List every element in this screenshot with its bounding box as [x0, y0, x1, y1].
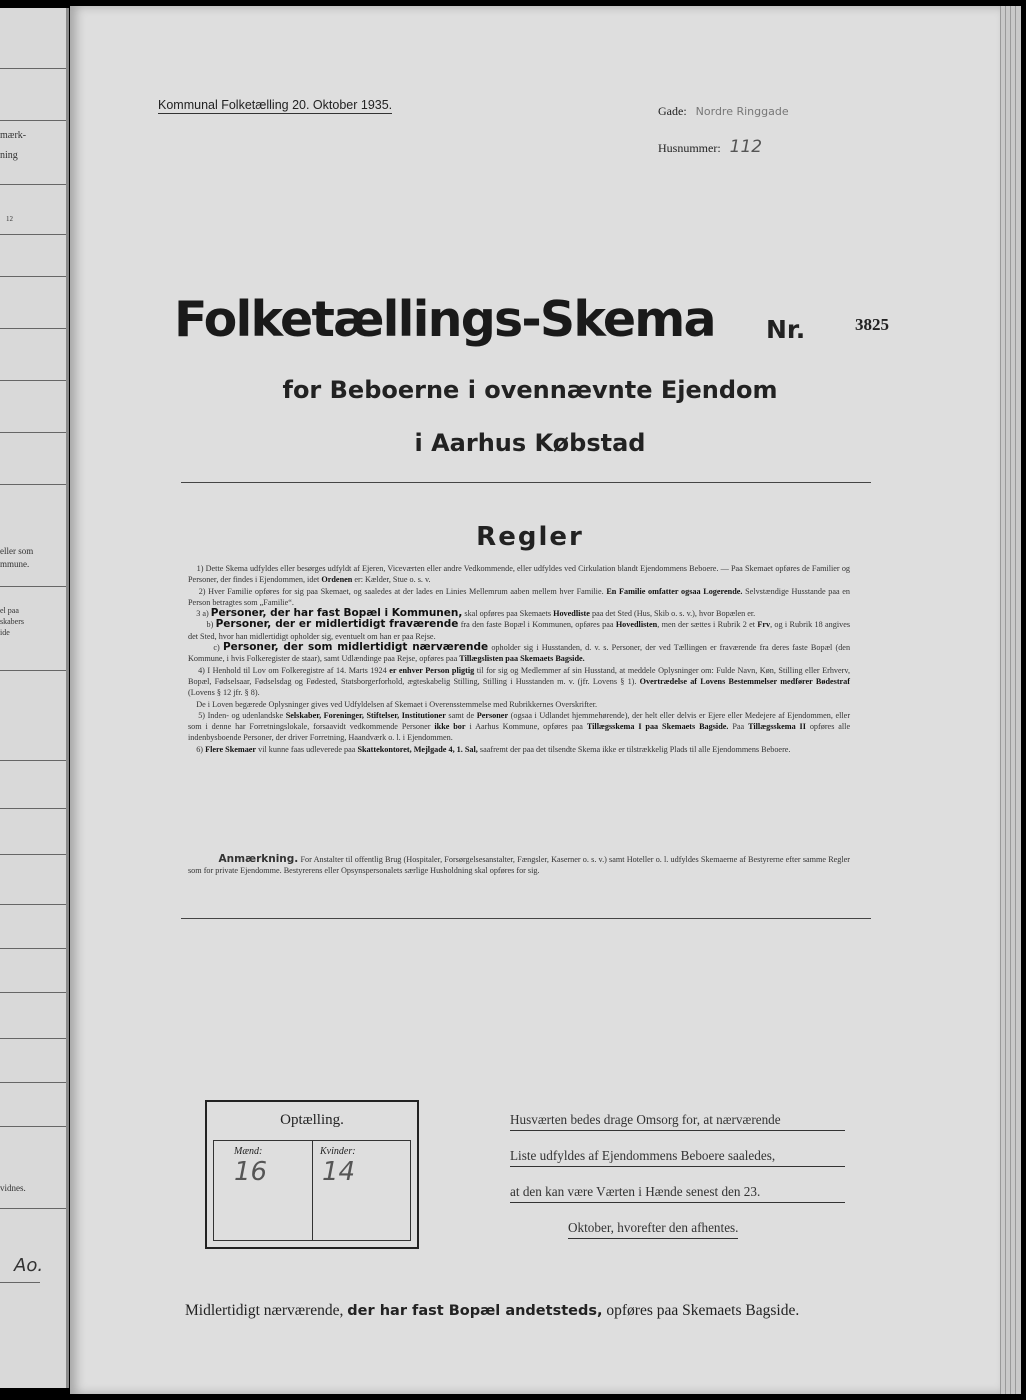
left-text-fragment: el paa — [0, 606, 19, 615]
ruled-line — [0, 760, 66, 761]
rule-3b: b) Personer, der er midlertidigt fraværende fra den faste Bopæl i Kommunen, opføres paa Hovedlisten, men der sættes i Rubrik 2 et Frv, og i Rubrik 18 angives det Sted, hvor han midlertidigt opholder sig, eventuelt om han er paa Rejse. — [188, 618, 851, 641]
rule-3c: c) Personer, der som midlertidigt nærværende opholder sig i Husstanden, d. v. s. Personer, der ved Tællingen er fraværende fra deres faste Bopæl (den Kommune, i hvis Folkeregister de staar), samt Udlændinge paa Rejse, opføres paa Tillægslisten paa Skemaets Bagside. — [188, 641, 851, 664]
form-number-value: 3825 — [855, 315, 889, 334]
ruled-line — [0, 234, 66, 235]
notice-line: Liste udfyldes af Ejendommens Beboere saaledes, — [510, 1146, 845, 1167]
notice-line: at den kan være Værten i Hænde senest den 23. — [510, 1182, 845, 1203]
rule-6: 6) Flere Skemaer vil kunne faas udleverede paa Skattekontoret, Mejlgade 4, 1. Sal, saafremt der paa det tilsendte Skema ikke er tilstrækkelig Plads til alle Ejendommens Beboere. — [196, 744, 791, 754]
ruled-line — [0, 276, 66, 277]
ruled-line — [0, 328, 66, 329]
ruled-line — [0, 586, 66, 587]
rule-3a: 3 a) Personer, der har fast Bopæl i Kommunen, skal opføres paa Skemaets Hovedliste paa det Sted (Hus, Skib o. s. v.), hvor Bopælen er. — [196, 607, 756, 620]
ruled-line — [0, 1038, 66, 1039]
left-text-fragment: 12 — [6, 215, 13, 223]
form-subtitle-1: for Beboerne i ovennævnte Ejendom — [282, 376, 778, 404]
remark-text: For Anstalter til offentlig Brug (Hospitaler, Forsørgelsesanstalter, Fængsler, Kaserner o. s. v.) samt Hoteller o. l. udfyldes Skemaerne af Bestyrerne efter samme Regler som for private Ejendomme. Bestyrerens eller Opsynspersonalets særlige Husholdning skal opføres for sig. — [188, 855, 851, 876]
remark-paragraph — [188, 854, 850, 877]
ruled-line — [0, 854, 66, 855]
divider — [181, 482, 871, 483]
divider — [181, 918, 871, 919]
ruled-line — [0, 948, 66, 949]
street-value: Nordre Ringgade — [695, 105, 789, 118]
form-number-label: Nr. — [766, 315, 806, 344]
ruled-line — [0, 670, 66, 671]
ruled-line — [0, 380, 66, 381]
footer-part-2: der har fast Bopæl andetsteds, — [347, 1303, 603, 1319]
street-label: Gade: — [658, 104, 687, 118]
house-number-label: Husnummer: — [658, 141, 721, 155]
ruled-line — [0, 1082, 66, 1083]
footer-note — [185, 1302, 885, 1320]
page-edge-line — [1010, 6, 1011, 1394]
count-box — [205, 1100, 419, 1249]
ruled-line — [0, 1208, 66, 1209]
ruled-line — [0, 68, 66, 69]
page-edge-line — [1005, 6, 1006, 1394]
page-edge-line — [1015, 6, 1016, 1394]
rule-4: 4) I Henhold til Lov om Folkeregistre af 14. Marts 1924 er enhver Person pligtig til for sig og Medlemmer af sin Husstand, at meddele Oplysninger om: Fulde Navn, Køn, Stilling eller Erhverv, Bopæl, Fødselsaar, Fødselsdag og Fødested, Statsborgerforhold, ægteskabelig Stilling, Stilling i Husstanden m. v. (jfr. Lovens § 1). Overtrædelse af Lovens Bestemmelser medfører Bødestraf (Lovens § 12 jfr. § 8). — [188, 665, 850, 698]
ruled-line — [0, 120, 66, 121]
ruled-line — [0, 992, 66, 993]
ruled-line — [0, 184, 66, 185]
women-value: 14 — [322, 1157, 356, 1187]
rules-heading: Regler — [476, 522, 584, 552]
left-text-fragment: ide — [0, 628, 10, 637]
count-box-divider — [312, 1141, 313, 1240]
rule-2: 2) Hver Familie opføres for sig paa Skemaet, og saaledes at der lades en Linies Mellemrum aaben mellem hver Familie. En Familie omfatter ogsaa Logerende. Selvstændige Husstande paa en Person betragtes som „Familie“. — [188, 586, 851, 607]
rule-5: 5) Inden- og udenlandske Selskaber, Foreninger, Stiftelser, Institutioner samt de Personer (ogsaa i Udlandet hjemmehørende), der helt eller delvis er Ejere eller Medejere af Ejendommen, eller som i denne har Forretningslokale, forsaavidt vedkommende Personer ikke bor i Aarhus Kommune, opføres paa Tillægsskema I paa Skemaets Bagside. Paa Tillægsskema II opføres alle indenbysboende Personer, der driver Forretning, Haandværk o. l. i Ejendommen. — [188, 710, 851, 743]
form-page — [70, 6, 1000, 1394]
left-text-fragment: eller som — [0, 546, 34, 556]
form-subtitle-2: i Aarhus Købstad — [414, 429, 646, 457]
left-page-fragment — [0, 8, 69, 1388]
left-text-fragment: mmune. — [0, 559, 30, 569]
men-label: Mænd: — [234, 1146, 263, 1157]
left-text-fragment: vidnes. — [0, 1183, 26, 1193]
form-title: Folketællings-Skema — [174, 291, 715, 348]
landlord-notice — [510, 1110, 845, 1254]
notice-line: Oktober, hvorefter den afhentes. — [568, 1218, 738, 1239]
house-number-row — [658, 137, 762, 157]
ruled-line — [0, 1126, 66, 1127]
ruled-line — [0, 1282, 40, 1283]
census-header: Kommunal Folketælling 20. Oktober 1935. — [158, 98, 393, 112]
remark-label: Anmærkning. — [218, 853, 299, 865]
left-text-fragment: mærk- — [0, 130, 27, 141]
page-edges — [1000, 6, 1021, 1394]
footer-part-3: opføres paa Skemaets Bagside. — [606, 1302, 800, 1319]
ruled-line — [0, 904, 66, 905]
house-number-value: 112 — [729, 137, 763, 157]
rule-1: 1) Dette Skema udfyldes eller besørges udfyldt af Ejeren, Viceværten eller andre Vedkommende, eller udfyldes ved Cirkulation blandt Ejendommens Beboere. — Paa Skemaet opføres de Familier og Personer, der findes i Ejendommen, idet Ordenen er: Kælder, Stue o. s. v. — [188, 564, 851, 585]
men-value: 16 — [234, 1157, 268, 1187]
ruled-line — [0, 808, 66, 809]
street-row — [658, 104, 789, 119]
rules-body — [188, 563, 850, 755]
ruled-line — [0, 432, 66, 433]
left-handwriting: Ao. — [14, 1255, 44, 1276]
women-label: Kvinder: — [320, 1146, 356, 1157]
ruled-line — [0, 484, 66, 485]
count-box-caption: Optælling. — [280, 1112, 344, 1128]
footer-part-1: Midlertidigt nærværende, — [185, 1302, 344, 1319]
notice-line: Husværten bedes drage Omsorg for, at nærværende — [510, 1110, 845, 1131]
rule-4-note: De i Loven begærede Oplysninger gives ved Udfyldelsen af Skemaet i Overensstemmelse med Rubrikkernes Overskrifter. — [196, 699, 598, 709]
left-text-fragment: ning — [0, 150, 18, 161]
count-box-grid — [213, 1140, 411, 1241]
left-text-fragment: skabers — [0, 617, 24, 626]
